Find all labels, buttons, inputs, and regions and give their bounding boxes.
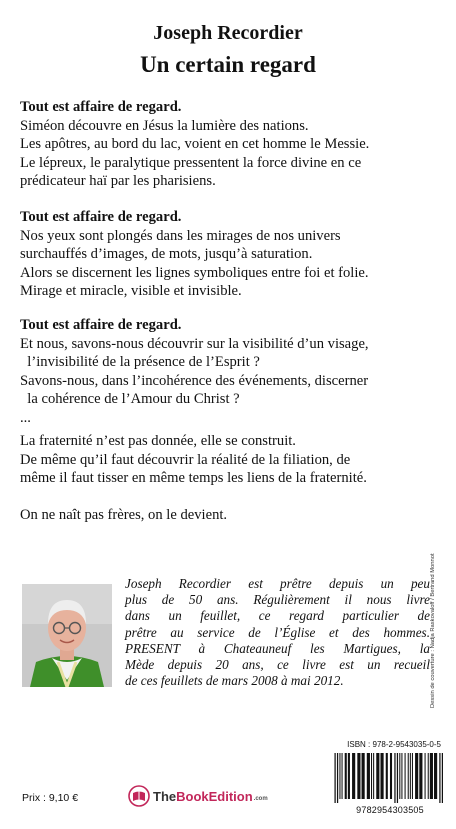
- barcode-bar: [397, 753, 398, 803]
- block-line: Alors se discernent les lignes symboliques entre foi et folie.: [20, 264, 369, 281]
- text-block-3: [20, 316, 440, 427]
- book-title: Un certain regard: [140, 52, 316, 77]
- barcode-bar: [412, 753, 413, 799]
- text-block-1: [20, 98, 440, 191]
- publisher-tld: .com: [253, 795, 268, 802]
- barcode-bar: [380, 753, 383, 799]
- bio-line: plus de 50 ans. Régulièrement il nous livre: [125, 592, 430, 608]
- publisher-logo: [128, 784, 268, 808]
- text-block-5: [20, 506, 440, 525]
- barcode-bar: [401, 753, 402, 799]
- barcode-bar: [373, 753, 374, 799]
- barcode-bar: [405, 753, 406, 799]
- block-line: la cohérence de l’Amour du Christ ?: [20, 391, 240, 407]
- block-line: La fraternité n’est pas donnée, elle se construit.: [20, 433, 296, 449]
- barcode-bar: [430, 753, 433, 799]
- author-bio: [125, 576, 430, 689]
- isbn-label: ISBN : 978-2-9543035-0-5: [347, 740, 441, 749]
- barcode-bar: [425, 753, 426, 799]
- barcode-bar: [376, 753, 379, 799]
- bio-line: Joseph Recordier est prêtre depuis un peu: [125, 576, 430, 591]
- bio-line: dans un feuillet, ce regard particulier de: [125, 608, 430, 624]
- block-line: l’invisibilité de la présence de l’Esprit ?: [20, 354, 260, 370]
- block-heading: Tout est affaire de regard.: [20, 209, 182, 225]
- block-line: Les apôtres, au bord du lac, voient en cet homme le Messie.: [20, 136, 370, 152]
- bio-line: prêtre au service de l’Église et des hommes.: [125, 624, 430, 640]
- block-line: Savons-nous, dans l’incohérence des événements, discerner: [20, 372, 369, 389]
- barcode-bar: [428, 753, 429, 799]
- barcode-bar: [371, 753, 372, 799]
- bio-line: Mède depuis 20 ans, ce livre est un recueil: [125, 657, 430, 673]
- book-logo-icon: [128, 785, 150, 807]
- barcode-bar: [390, 753, 392, 799]
- barcode: [332, 753, 447, 803]
- block-line: même il faut tisser en même temps les liens de la fraternité.: [20, 470, 367, 486]
- barcode-bar: [348, 753, 350, 799]
- barcode-bar: [419, 753, 422, 799]
- block-line: De même qu’il faut découvrir la réalité de la filiation, de: [20, 451, 351, 468]
- author-photo: [22, 584, 112, 687]
- author-portrait-image: [22, 584, 112, 687]
- cover-credit: Dessin de couverture : Nadja Raskovaloff / Bertrand Monnot: [430, 553, 436, 708]
- barcode-bar: [342, 753, 343, 799]
- text-block-4: [20, 432, 440, 488]
- block-line: ...: [20, 409, 31, 426]
- block-heading: Tout est affaire de regard.: [20, 317, 182, 333]
- barcode-bar: [337, 753, 338, 803]
- barcode-bar: [410, 753, 411, 799]
- barcode-bar: [442, 753, 443, 803]
- barcode-bar: [367, 753, 370, 799]
- barcode-bar: [362, 753, 365, 799]
- barcode-bar: [439, 753, 440, 803]
- ean-number: 9782954303505: [356, 805, 424, 815]
- barcode-bar: [394, 753, 395, 803]
- barcode-bar: [434, 753, 437, 799]
- barcode-bar: [339, 753, 340, 799]
- publisher-name: [153, 789, 253, 804]
- text-block-2: [20, 208, 440, 301]
- block-heading: Tout est affaire de regard.: [20, 99, 182, 115]
- barcode-bar: [345, 753, 347, 799]
- barcode-bar: [399, 753, 400, 799]
- block-line: Et nous, savons-nous découvrir sur la visibilité d’un visage,: [20, 335, 369, 352]
- publisher-name-main: BookEdition: [176, 788, 253, 804]
- bio-line: de ces feuillets de mars 2008 à mai 2012.: [125, 673, 344, 689]
- barcode-bar: [415, 753, 418, 799]
- barcode-bar: [357, 753, 360, 799]
- barcode-bar: [334, 753, 335, 803]
- barcode-bar: [386, 753, 388, 799]
- author-name: Joseph Recordier: [153, 22, 303, 44]
- barcode-bar: [408, 753, 409, 799]
- block-line: Le lépreux, le paralytique pressentent la force divine en ce: [20, 154, 362, 171]
- publisher-name-prefix: The: [153, 788, 177, 804]
- bio-line: PRESENT à Chateauneuf les Martigues, la: [125, 640, 430, 656]
- block-line: Nos yeux sont plongés dans les mirages de nos univers: [20, 227, 341, 244]
- block-line: prédicateur haï par les pharisiens.: [20, 173, 216, 189]
- block-line: Mirage et miracle, visible et invisible.: [20, 283, 242, 299]
- barcode-bar: [352, 753, 355, 799]
- block-line: On ne naît pas frères, on le devient.: [20, 507, 228, 523]
- price-label: Prix : 9,10 €: [22, 792, 79, 804]
- block-line: Siméon découvre en Jésus la lumière des nations.: [20, 117, 309, 134]
- block-line: surchauffés d’images, de mots, jusqu’à saturation.: [20, 246, 313, 262]
